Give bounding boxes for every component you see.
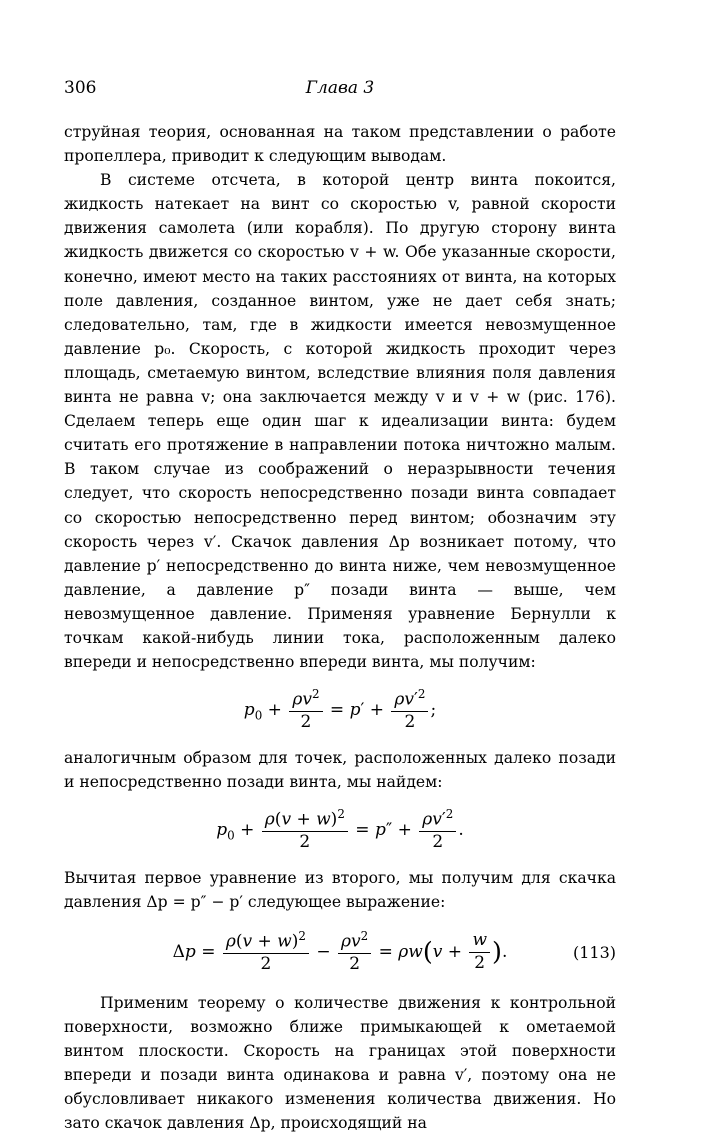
page-number: 306 <box>64 78 97 98</box>
running-title: Глава 3 <box>305 78 375 98</box>
formula-2-render: $p_0$ + $\frac{\rho(v + w)^2}{2}$ = p″ + $\frac{\rho v'^2}{2}$ . <box>216 806 464 853</box>
formula-3-render: Δp = $\frac{\rho(v + w)^2}{2}$ − $\frac{\rho v^2}{2}$ = ρw(v + $\frac{w}{2}$ ). <box>172 929 508 975</box>
paragraph-1: струйная теория, основанная на таком представлении о работе пропеллера, приводит к следующим выводам. <box>64 123 616 166</box>
formula-bernoulli-rear <box>64 802 616 858</box>
paragraph-5: Применим теорему о количестве движения к контрольной поверхности, возможно ближе примыкающей к ометаемой винтом плоскости. Скорость на границах этой поверхности впереди и позади винта одинакова и равна v′, поэтому она не обусловливает никакого изменения количества движения. Но зато скачок давления Δp, происходящий на <box>64 993 616 1132</box>
formula-bernoulli-front <box>64 682 616 738</box>
page-body <box>64 120 616 1135</box>
paragraph-2: В системе отсчета, в которой центр винта покоится, жидкость натекает на винт со скоростью v, равной скорости движения самолета (или корабля). По другую сторону винта жидкость движется со скоростью v + w. Обе указанные скорости, конечно, имеют место на таких расстояниях от винта, на которых поле давления, созданное винтом, уже не дает себя знать; следовательно, там, где в жидкости имеется невозмущенное давление p₀. Скорость, с которой жидкость проходит через площадь, сметаемую винтом, вследствие влияния поля давления винта не равна v; она заключается между v и v + w (рис. 176). Сделаем теперь еще один шаг к идеализации винта: будем считать его протяжение в направлении потока ничтожно малым. В таком случае из соображений о неразрывности течения следует, что скорость непосредственно позади винта совпадает со скоростью непосредственно перед винтом; обозначим эту скорость через v′. Скачок давления Δp возникает потому, что давление p′ непосредственно до винта ниже, чем невозмущенное давление, а давление p″ позади винта — выше, чем невозмущенное давление. Применяя уравнение Бернулли к точкам какой-нибудь линии тока, расположенным далеко впереди и непосредственно впереди винта, мы получим: <box>64 171 616 672</box>
page-header <box>64 78 616 104</box>
formula-1-render: $p_0$ + $\frac{\rho v^2}{2}$ = p′ + $\frac{\rho v'^2}{2}$ ; <box>243 686 437 732</box>
paragraph-4: Вычитая первое уравнение из второго, мы получим для скачка давления Δp = p″ − p′ следующее выражение: <box>64 869 616 912</box>
equation-number: (113) <box>572 942 616 962</box>
paragraph-3: аналогичным образом для точек, расположенных далеко позади и непосредственно позади винта, мы найдем: <box>64 749 616 792</box>
formula-pressure-jump <box>64 923 616 983</box>
